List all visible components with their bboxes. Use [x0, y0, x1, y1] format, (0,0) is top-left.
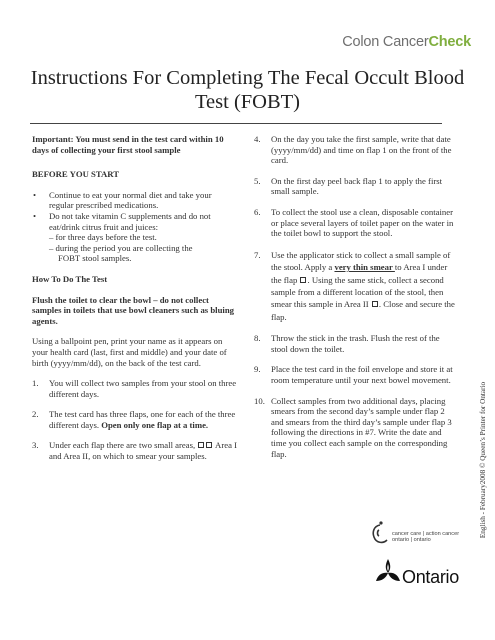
- step-number: 1.: [32, 378, 39, 389]
- step-number: 4.: [254, 134, 261, 144]
- step-text: Collect samples from two additional days, placing smears from the second day’s sample under flap 2 and smears from the third day’s sample under flap 3 following the directions in #7. Write the date and time you collect each sample on the corresponding flap.: [271, 395, 452, 459]
- step-number: 6.: [254, 206, 261, 217]
- sub-item: – for three days before the test.: [49, 232, 157, 243]
- step-text: To collect the stool use a clean, disposable container or place several layers of toilet paper on the water in the toilet bowl to support the stool.: [271, 206, 454, 239]
- step-text: Use the applicator stick to collect a small sample of the stool. Apply a: [271, 249, 451, 273]
- sub-item: – during the period you are collecting the: [49, 242, 193, 253]
- step-text-underlined: very thin smear: [334, 262, 395, 273]
- step-3: [32, 440, 238, 461]
- copyright-text: English - February2008 © Queen’s Printer for Ontario: [479, 381, 487, 539]
- step-number: 3.: [32, 440, 39, 451]
- page-title: Instructions For Completing The Fecal Occult Blood Test (FOBT): [30, 67, 465, 113]
- ballpoint-instruction: Using a ballpoint pen, print your name as it appears on your health card (last, first and middle) and your date of birth (yyyy/mm/dd), on the back of the test card.: [32, 336, 227, 368]
- title-divider: [30, 123, 442, 124]
- checkbox-square-icon: [300, 277, 306, 283]
- before-you-start-heading: BEFORE YOU START: [32, 169, 120, 180]
- step-text: . Close and secure the flap.: [271, 299, 455, 322]
- step-text: . Using the same stick, collect a second sample from a different location of the stool, then smear this sample in Area II: [271, 274, 444, 310]
- step-10: [254, 396, 456, 460]
- list-item: [32, 211, 238, 264]
- step-4: [254, 134, 456, 166]
- checkbox-square-icon: [372, 301, 378, 307]
- step-1: [32, 378, 238, 399]
- ontario-wordmark: Ontario: [402, 567, 459, 587]
- step-text: Place the test card in the foil envelope and store it at room temperature until your next bowel movement.: [271, 364, 453, 385]
- step-number: 10.: [254, 395, 265, 406]
- step-number: 5.: [254, 175, 261, 186]
- important-notice: Important: You must send in the test card within 10 days of collecting your first stool sample: [32, 134, 224, 155]
- checkbox-square-icon: [206, 442, 212, 448]
- checkbox-square-icon: [198, 442, 204, 448]
- logo-text-gray: Colon Cancer: [342, 34, 429, 50]
- left-column: [32, 134, 238, 472]
- cco-text-line2: ontario | ontario: [392, 537, 431, 543]
- colon-cancer-check-logo: [342, 34, 471, 50]
- list-item: [32, 190, 238, 211]
- step-text: The test card has three flaps, one for each of the three different days.: [49, 409, 236, 430]
- step-number: 7.: [254, 249, 261, 260]
- before-you-start-list: [32, 190, 238, 264]
- step-text: Under each flap there are two small areas,: [49, 440, 196, 451]
- flush-instruction: Flush the toilet to clear the bowl – do not collect samples in toilets that use bowl cleaners such as bluing agents.: [32, 294, 235, 326]
- sub-item: FOBT stool samples.: [58, 253, 132, 264]
- side-copyright-note: [476, 370, 490, 550]
- list-item-text: Continue to eat your normal diet and take your regular prescribed medications.: [49, 189, 212, 211]
- step-text: On the first day peel back flap 1 to apply the first small sample.: [271, 175, 443, 197]
- bullet-icon: •: [33, 189, 37, 200]
- cco-text-line1: cancer care | action cancer: [392, 531, 460, 537]
- step-number: 2.: [32, 409, 39, 420]
- step-8: [254, 333, 456, 354]
- right-column: [254, 134, 456, 469]
- step-9: [254, 364, 456, 385]
- step-number: 8.: [254, 333, 261, 344]
- how-to-heading: How To Do The Test: [32, 273, 108, 284]
- step-text-bold: Open only one flap at a time.: [101, 419, 209, 430]
- step-text: to Area I under the flap: [271, 262, 448, 285]
- step-text: Throw the stick in the trash. Flush the rest of the stool down the toilet.: [271, 333, 440, 354]
- step-text: On the day you take the first sample, write that date (yyyy/mm/dd) and time on flap 1 on the front of the card.: [271, 134, 452, 166]
- step-text-cont: Area I and Area II, on which to smear your samples.: [49, 440, 237, 462]
- list-item-text: Do not take vitamin C supplements and do not eat/drink citrus fruit and juices:: [49, 210, 211, 232]
- step-5: [254, 176, 456, 197]
- bullet-icon: •: [33, 210, 37, 221]
- step-6: [254, 207, 456, 239]
- step-7: [254, 249, 456, 323]
- logo-text-green: Check: [428, 34, 471, 50]
- step-number: 9.: [254, 364, 261, 375]
- step-2: [32, 409, 238, 430]
- step-text: You will collect two samples from your stool on three different days.: [49, 378, 237, 399]
